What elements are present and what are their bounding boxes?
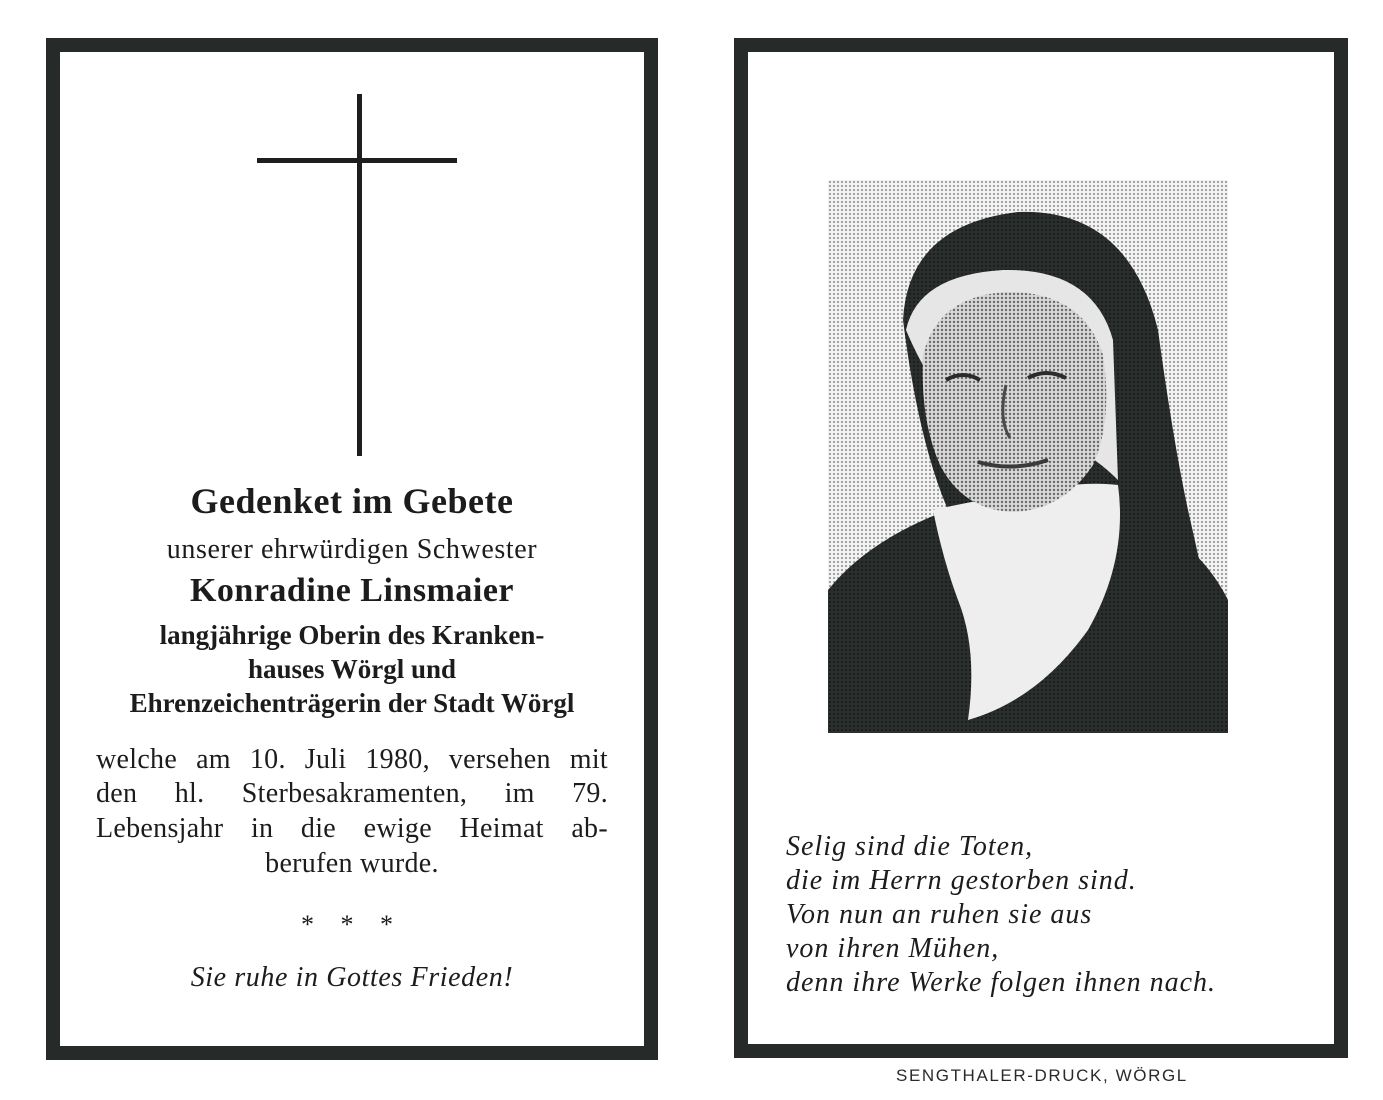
verse-line: Selig sind die Toten,: [786, 831, 1034, 862]
deceased-name: Konradine Linsmaier: [189, 572, 515, 609]
printer-imprint: SENGTHALER-DRUCK, WÖRGL: [896, 1066, 1188, 1085]
body-line: Lebensjahr in die ewige Heimat ab-: [96, 813, 608, 844]
verse-line: denn ihre Werke folgen ihnen nach.: [786, 967, 1217, 998]
memorial-card-left: [46, 38, 658, 1060]
body-line: welche am 10. Juli 1980, versehen mit: [96, 744, 608, 775]
memorial-heading: Gedenket im Gebete: [190, 481, 514, 521]
cross-vertical-bar: [357, 94, 362, 456]
memorial-intro: unserer ehrwürdigen Schwester: [166, 534, 538, 565]
role-line: Ehrenzeichenträgerin der Stadt Wörgl: [129, 688, 575, 718]
farewell-line: Sie ruhe in Gottes Frieden!: [190, 962, 514, 993]
portrait-photo: [828, 180, 1228, 733]
verse-line: von ihren Mühen,: [786, 933, 1000, 964]
body-line: berufen wurde.: [265, 848, 439, 879]
memorial-card-right: [734, 38, 1348, 1058]
verse-line: die im Herrn gestorben sind.: [786, 865, 1137, 896]
verse-line: Von nun an ruhen sie aus: [786, 899, 1093, 930]
body-line: den hl. Sterbesakramenten, im 79.: [96, 778, 608, 809]
separator-stars: * * *: [301, 910, 403, 939]
role-line: hauses Wörgl und: [247, 654, 457, 684]
role-line: langjährige Oberin des Kranken-: [159, 620, 545, 650]
cross-horizontal-bar: [257, 158, 457, 163]
